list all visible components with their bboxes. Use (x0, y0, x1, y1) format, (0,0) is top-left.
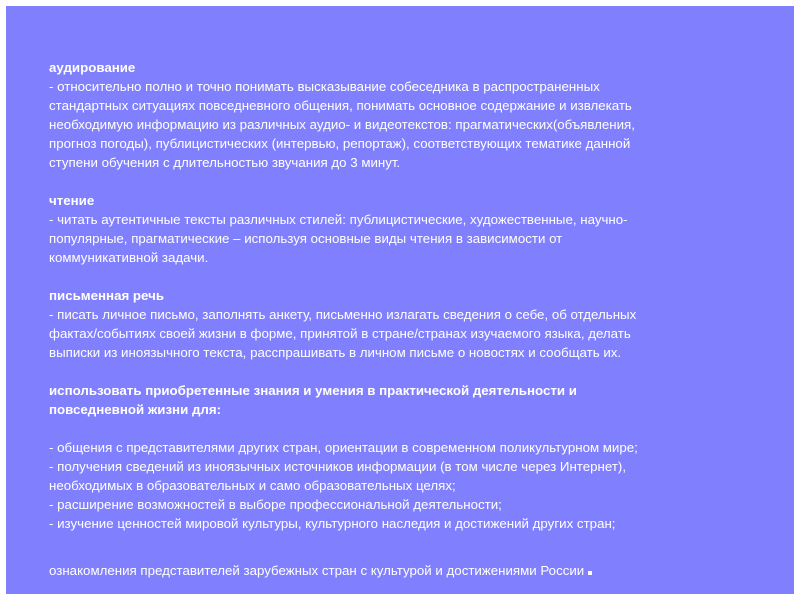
listening-line: прогноз погоды), публицистических (интервью, репортаж), соответствующих тематике данной (49, 136, 631, 151)
listening-line: ступени обучения с длительностью звучания до 3 минут. (49, 155, 401, 170)
usage-line: - получения сведений из иноязычных источников информации (в том числе через Интернет), (49, 459, 627, 474)
square-bullet-icon (588, 571, 592, 575)
usage-line: - изучение ценностей мировой культуры, культурного наследия и достижений других стран; (49, 516, 616, 531)
reading-line: популярные, прагматические – используя основные виды чтения в зависимости от (49, 231, 563, 246)
reading-line: - читать аутентичные тексты различных стилей: публицистические, художественные, научно- (49, 212, 628, 227)
slide-content (49, 58, 769, 580)
listening-heading: аудирование (49, 60, 136, 75)
usage-line: - общения с представителями других стран, ориентации в современном поликультурном мире; (49, 440, 638, 455)
listening-line: - относительно полно и точно понимать высказывание собеседника в распространенных (49, 79, 600, 94)
reading-line: коммуникативной задачи. (49, 250, 209, 265)
writing-heading: письменная речь (49, 288, 164, 303)
closing-line (49, 561, 769, 580)
writing-line: фактах/событиях своей жизни в форме, принятой в стране/странах изучаемого языка, делать (49, 326, 631, 341)
usage-heading: повседневной жизни для: (49, 402, 222, 417)
usage-line: - расширение возможностей в выборе профессиональной деятельности; (49, 497, 502, 512)
usage-heading: использовать приобретенные знания и умения в практической деятельности и (49, 383, 577, 398)
listening-line: необходимую информацию из различных аудио- и видеотекстов: прагматических(объявления, (49, 117, 635, 132)
slide-background (6, 6, 794, 594)
listening-line: стандартных ситуациях повседневного общения, понимать основное содержание и извлекать (49, 98, 632, 113)
writing-line: - писать личное письмо, заполнять анкету, письменно излагать сведения о себе, об отдельных (49, 307, 637, 322)
reading-heading: чтение (49, 193, 95, 208)
closing-text: ознакомления представителей зарубежных стран с культурой и достижениями России (49, 563, 585, 578)
writing-line: выписки из иноязычного текста, расспрашивать в личном письме о новостях и сообщать их. (49, 345, 622, 360)
usage-line: необходимых в образовательных и само образовательных целях; (49, 478, 456, 493)
